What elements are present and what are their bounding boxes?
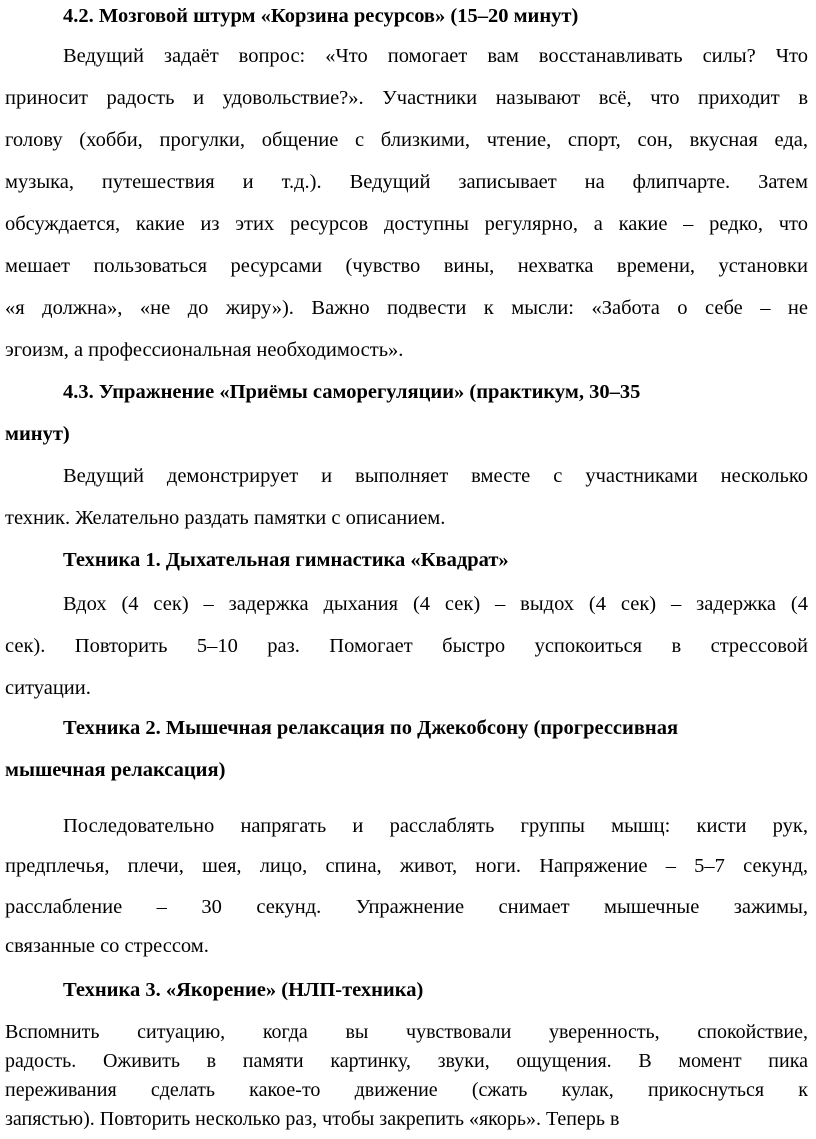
paragraph-line: Последовательно напрягать и расслаблять группы мышц: кисти рук, (63, 815, 808, 837)
paragraph-line: переживания сделать какое-то движение (сжать кулак, прикоснуться к (5, 1079, 808, 1101)
paragraph-line: связанные со стрессом. (5, 935, 209, 957)
paragraph-line: мешает пользоваться ресурсами (чувство вины, нехватка времени, установки (5, 255, 808, 277)
technique-2-title: Техника 2. Мышечная релаксация по Джекобсону (прогрессивная (63, 717, 679, 739)
paragraph-line: расслабление – 30 секунд. Упражнение снимает мышечные зажимы, (5, 896, 808, 918)
paragraph-line: запястью). Повторить несколько раз, чтобы закрепить «якорь». Теперь в (5, 1108, 620, 1130)
paragraph-line: обсуждается, какие из этих ресурсов доступны регулярно, а какие – редко, что (5, 213, 808, 235)
section-heading-4-3: 4.3. Упражнение «Приёмы саморегуляции» (практикум, 30–35 (63, 381, 641, 403)
technique-2-title-continuation: мышечная релаксация) (5, 759, 226, 781)
paragraph-line: эгоизм, а профессиональная необходимость». (5, 339, 404, 361)
section-heading-4-2: 4.2. Мозговой штурм «Корзина ресурсов» (15–20 минут) (63, 5, 579, 27)
paragraph-line: сек). Повторить 5–10 раз. Помогает быстро успокоиться в стрессовой (5, 635, 808, 657)
paragraph-line: голову (хобби, прогулки, общение с близкими, чтение, спорт, сон, вкусная еда, (5, 129, 808, 151)
technique-3-title: Техника 3. «Якорение» (НЛП-техника) (63, 979, 424, 1001)
paragraph-line: музыка, путешествия и т.д.). Ведущий записывает на флипчарте. Затем (5, 171, 808, 193)
paragraph-line: техник. Желательно раздать памятки с описанием. (5, 507, 446, 529)
paragraph-line: ситуации. (5, 677, 91, 699)
paragraph-line: Ведущий задаёт вопрос: «Что помогает вам восстанавливать силы? Что (63, 45, 808, 67)
paragraph-line: Вдох (4 сек) – задержка дыхания (4 сек) – выдох (4 сек) – задержка (4 (63, 593, 808, 615)
paragraph-line: Вспомнить ситуацию, когда вы чувствовали уверенность, спокойствие, (5, 1021, 808, 1043)
paragraph-line: приносит радость и удовольствие?». Участники называют всё, что приходит в (5, 87, 808, 109)
paragraph-line: «я должна», «не до жиру»). Важно подвести к мысли: «Забота о себе – не (5, 297, 808, 319)
section-heading-4-3-continuation: минут) (5, 423, 70, 445)
paragraph-line: Ведущий демонстрирует и выполняет вместе с участниками несколько (63, 465, 808, 487)
paragraph-line: радость. Оживить в памяти картинку, звуки, ощущения. В момент пика (5, 1050, 808, 1072)
technique-1-title: Техника 1. Дыхательная гимнастика «Квадрат» (63, 549, 509, 571)
paragraph-line: предплечья, плечи, шея, лицо, спина, живот, ноги. Напряжение – 5–7 секунд, (5, 855, 808, 877)
